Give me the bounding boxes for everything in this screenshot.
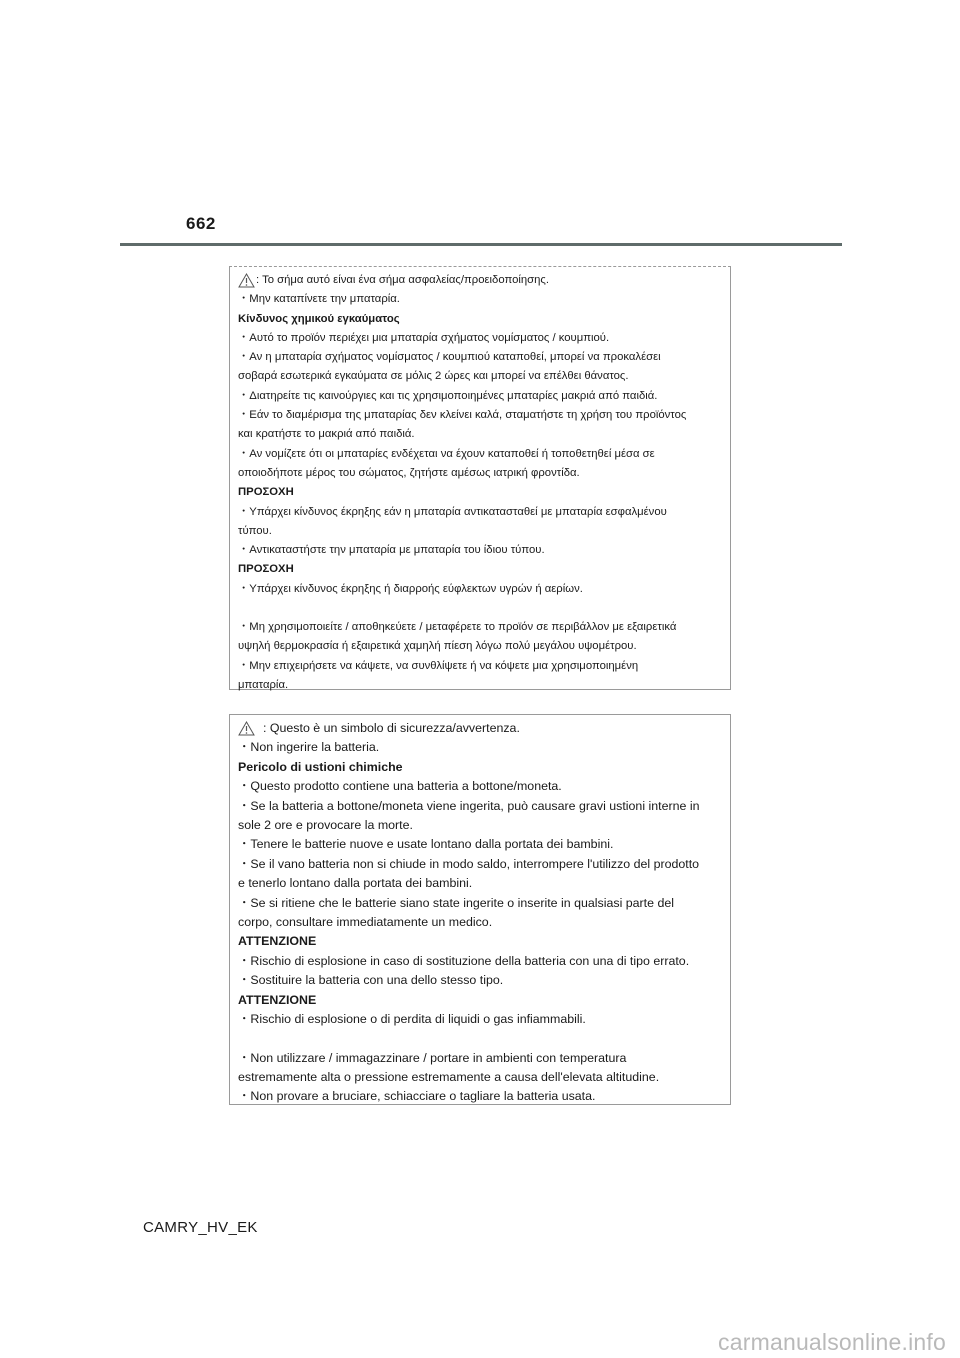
watermark: carmanualsonline.info [718,1329,946,1355]
notice-line: ・Υπάρχει κίνδυνος έκρηξης εάν η μπαταρία αντικατασταθεί με μπαταρία εσφαλμένου [238,505,667,518]
notice-line: ・Non ingerire la batteria. [238,740,380,755]
notice-line: ・Se si ritiene che le batterie siano state ingerite o inserite in qualsiasi parte del [238,895,674,910]
italian-safety-notice [229,714,731,1105]
section-heading: Κίνδυνος χημικού εγκαύματος [238,312,400,325]
notice-line: ・Tenere le batterie nuove e usate lontano dalla portata dei bambini. [238,837,614,852]
notice-line: corpo, consultare immediatamente un medico. [238,915,493,930]
notice-line: τύπου. [238,524,272,537]
notice-line: ・Διατηρείτε τις καινούργιες και τις χρησιμοποιημένες μπαταρίες μακριά από παιδιά. [238,389,658,402]
notice-intro-text: : Questo è un simbolo di sicurezza/avvertenza. [263,721,520,735]
warning-triangle-icon [238,721,255,736]
notice-intro-line [238,719,722,738]
notice-line: ・Μην καταπίνετε την μπαταρία. [238,293,400,306]
warning-triangle-icon [238,273,255,288]
greek-safety-notice [229,266,731,690]
notice-line: ・Αν νομίζετε ότι οι μπαταρίες ενδέχεται να έχουν καταποθεί ή τοποθετηθεί μέσα σε [238,447,655,460]
section-heading: ATTENZIONE [238,934,317,949]
notice-line: ・Εάν το διαμέρισμα της μπαταρίας δεν κλείνει καλά, σταματήστε τη χρήση του προϊόντος [238,409,687,422]
notice-line: υψηλή θερμοκρασία ή εξαιρετικά χαμηλή πίεση λόγω πολύ μεγάλου υψομέτρου. [238,640,637,653]
header-rule [120,243,842,246]
notice-line: ・Se la batteria a bottone/moneta viene ingerita, può causare gravi ustioni interne in [238,798,700,813]
page-number: 662 [186,214,216,233]
section-heading: ΠΡΟΣΟΧΗ [238,563,294,576]
notice-line: οποιοδήποτε μέρος του σώματος, ζητήστε αμέσως ιατρική φροντίδα. [238,466,580,479]
notice-line: μπαταρία. [238,678,289,691]
section-heading: ΠΡΟΣΟΧΗ [238,486,294,499]
notice-line: ・Αντικαταστήστε την μπαταρία με μπαταρία του ίδιου τύπου. [238,544,545,557]
notice-line: και κρατήστε το μακριά από παιδιά. [238,428,415,441]
model-code: CAMRY_HV_EK [143,1219,258,1236]
notice-intro-line [238,271,722,290]
notice-line: ・Non provare a bruciare, schiacciare o tagliare la batteria usata. [238,1089,596,1104]
notice-line: ・Αυτό το προϊόν περιέχει μια μπαταρία σχήματος νομίσματος / κουμπιού. [238,331,610,344]
notice-intro-text: : Το σήμα αυτό είναι ένα σήμα ασφαλείας/προειδοποίησης. [256,274,550,286]
blank-line [238,599,722,618]
notice-line: ・Μη χρησιμοποιείτε / αποθηκεύετε / μεταφέρετε το προϊόν σε περιβάλλον με εξαιρετικά [238,621,677,634]
blank-line [238,1030,722,1049]
notice-line: ・Αν η μπαταρία σχήματος νομίσματος / κουμπιού καταποθεί, μπορεί να προκαλέσει [238,351,661,364]
notice-line: ・Μην επιχειρήσετε να κάψετε, να συνθλίψετε ή να κόψετε μια χρησιμοποιημένη [238,659,639,672]
notice-line: ・Se il vano batteria non si chiude in modo saldo, interrompere l'utilizzo del prodotto [238,856,700,871]
notice-line: sole 2 ore e provocare la morte. [238,818,413,833]
notice-line: ・Rischio di esplosione in caso di sostituzione della batteria con una di tipo errato. [238,953,690,968]
notice-line: estremamente alta o pressione estremamente a causa dell'elevata altitudine. [238,1069,660,1084]
notice-line: ・Sostituire la batteria con una dello stesso tipo. [238,973,504,988]
section-heading: Pericolo di ustioni chimiche [238,759,403,774]
section-heading: ATTENZIONE [238,992,317,1007]
notice-line: σοβαρά εσωτερικά εγκαύματα σε μόλις 2 ώρες και μπορεί να επέλθει θάνατος. [238,370,629,383]
notice-line: ・Questo prodotto contiene una batteria a bottone/moneta. [238,779,562,794]
notice-line: ・Υπάρχει κίνδυνος έκρηξης ή διαρροής εύφλεκτων υγρών ή αερίων. [238,582,583,595]
notice-line: ・Non utilizzare / immagazzinare / portare in ambienti con temperatura [238,1050,627,1065]
notice-line: ・Rischio di esplosione o di perdita di liquidi o gas infiammabili. [238,1012,586,1027]
notice-line: e tenerlo lontano dalla portata dei bambini. [238,876,473,891]
